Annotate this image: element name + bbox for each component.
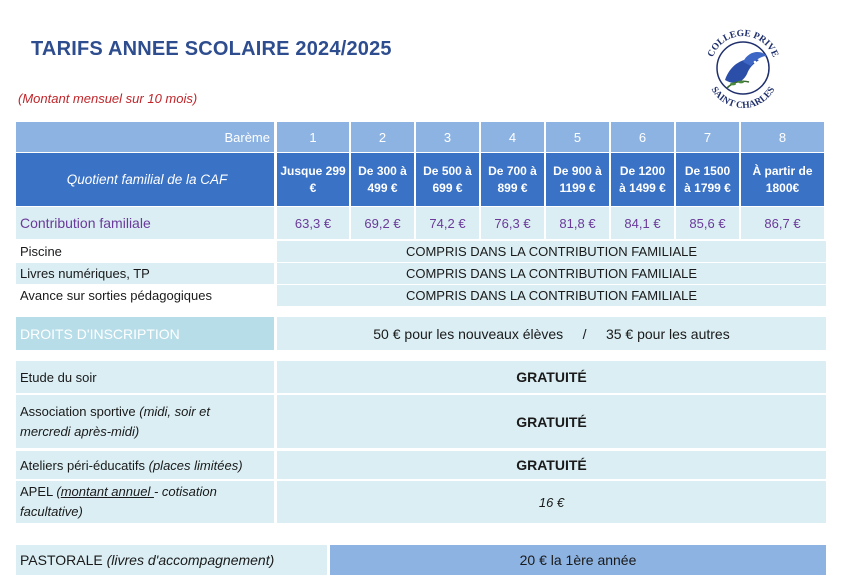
quotient-range: De 500 à 699 €	[416, 153, 479, 206]
ateliers-row	[16, 451, 826, 479]
quotient-range: De 700 à 899 €	[481, 153, 544, 206]
bareme-label: Barème	[16, 122, 274, 152]
contribution-value: 63,3 €	[277, 207, 349, 239]
droits-value	[277, 317, 826, 350]
pastorale-value: 20 € la 1ère année	[330, 545, 826, 575]
livres-label: Livres numériques, TP	[16, 263, 274, 284]
asso-note: (midi, soir et	[139, 403, 211, 419]
apel-row	[16, 481, 826, 523]
asso-value: GRATUITÉ	[277, 395, 826, 448]
quotient-range: De 1200 à 1499 €	[611, 153, 674, 206]
droits-value-text: 50 € pour les nouveaux élèves / 35 € pour les autres	[373, 325, 730, 342]
bareme-value: 5	[546, 122, 609, 152]
quotient-label-text: Quotient familial de la CAF	[66, 172, 228, 187]
avance-label: Avance sur sorties pédagogiques	[16, 285, 274, 306]
piscine-row	[16, 241, 826, 262]
contribution-value: 76,3 €	[481, 207, 544, 239]
avance-row	[16, 285, 826, 306]
quotient-range: Jusque 299 €	[277, 153, 349, 206]
ateliers-label	[16, 451, 274, 479]
livres-value: COMPRIS DANS LA CONTRIBUTION FAMILIALE	[277, 263, 826, 284]
apel-paren: (	[56, 484, 61, 499]
bareme-value: 8	[741, 122, 824, 152]
quotient-row	[16, 153, 826, 206]
apel-label-text: APEL	[20, 484, 57, 499]
college-logo	[697, 22, 789, 114]
contribution-value: 84,1 €	[611, 207, 674, 239]
avance-value: COMPRIS DANS LA CONTRIBUTION FAMILIALE	[277, 285, 826, 306]
pastorale-note: (livres d'accompagnement)	[106, 552, 275, 568]
bareme-value: 6	[611, 122, 674, 152]
bareme-value: 2	[351, 122, 414, 152]
asso-row	[16, 395, 826, 448]
contribution-label: Contribution familiale	[16, 207, 274, 239]
pastorale-row	[16, 545, 826, 575]
asso-label-text: Association sportive	[20, 403, 140, 419]
quotient-label	[16, 153, 274, 206]
pastorale-label-text: PASTORALE	[20, 552, 103, 568]
apel-note-2: facultative)	[20, 504, 83, 519]
asso-label	[16, 395, 274, 448]
logo-top-text: COLLEGE PRIVE	[706, 28, 780, 59]
bareme-value: 4	[481, 122, 544, 152]
pastorale-label	[16, 545, 327, 575]
contribution-value: 74,2 €	[416, 207, 479, 239]
apel-value: 16 €	[277, 481, 826, 523]
bareme-value: 3	[416, 122, 479, 152]
ateliers-label-text: Ateliers péri-éducatifs	[20, 457, 145, 473]
apel-note: - cotisation	[153, 484, 217, 499]
bareme-value: 1	[277, 122, 349, 152]
asso-note-2: mercredi après-midi)	[20, 423, 140, 439]
ateliers-value: GRATUITÉ	[277, 451, 826, 479]
etude-value: GRATUITÉ	[277, 361, 826, 393]
subtitle: (Montant mensuel sur 10 mois)	[18, 91, 198, 106]
quotient-range: De 900 à 1199 €	[546, 153, 609, 206]
livres-row	[16, 263, 826, 284]
logo-bottom-text: SAINT CHARLES	[708, 85, 778, 112]
contribution-value: 86,7 €	[741, 207, 824, 239]
quotient-range: À partir de 1800€	[741, 153, 824, 206]
etude-label: Etude du soir	[16, 361, 274, 393]
contribution-row	[16, 207, 826, 239]
contribution-value: 81,8 €	[546, 207, 609, 239]
piscine-label: Piscine	[16, 241, 274, 262]
piscine-value: COMPRIS DANS LA CONTRIBUTION FAMILIALE	[277, 241, 826, 262]
droits-label: DROITS D'INSCRIPTION	[16, 317, 274, 350]
bareme-value: 7	[676, 122, 739, 152]
droits-row	[16, 317, 826, 350]
page-title: TARIFS ANNEE SCOLAIRE 2024/2025	[31, 38, 392, 60]
etude-row	[16, 361, 826, 393]
contribution-value: 69,2 €	[351, 207, 414, 239]
bareme-row	[16, 122, 826, 152]
apel-underline: montant annuel	[60, 484, 154, 499]
contribution-value: 85,6 €	[676, 207, 739, 239]
ateliers-note: (places limitées)	[148, 457, 243, 473]
quotient-range: De 300 à 499 €	[351, 153, 414, 206]
apel-label	[16, 481, 274, 523]
quotient-range: De 1500 à 1799 €	[676, 153, 739, 206]
